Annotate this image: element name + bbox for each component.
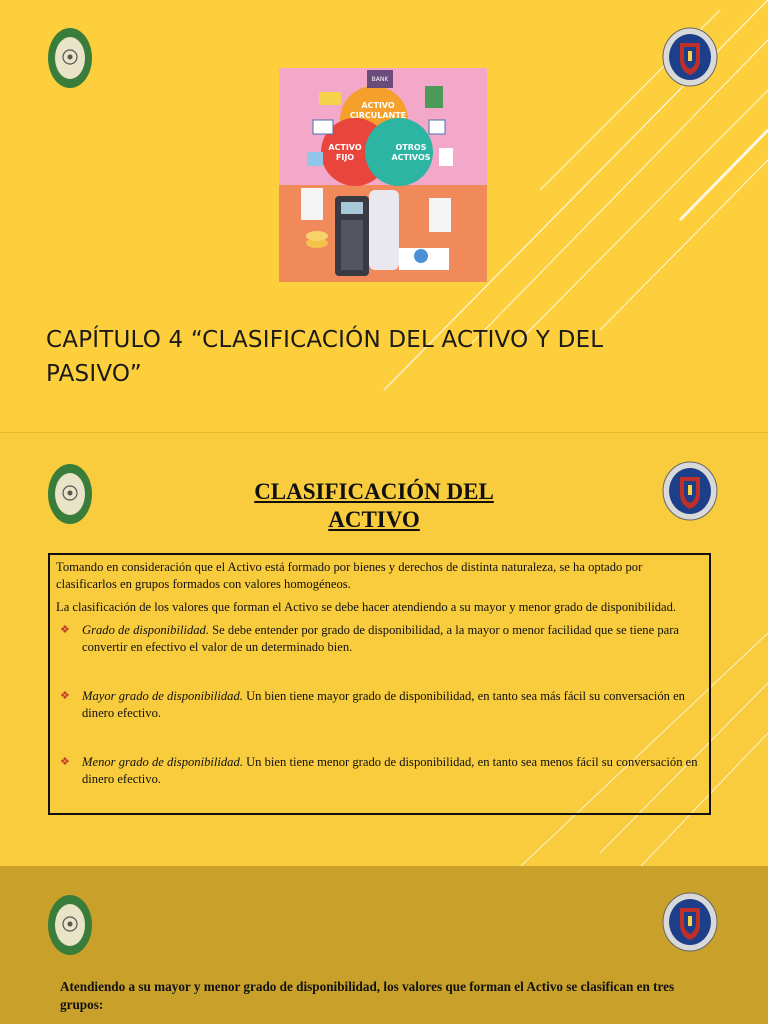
school-seal-icon [47, 463, 93, 525]
bullet-term-2: Mayor grado de disponibilidad. [82, 689, 243, 703]
bullet-term-3: Menor grado de disponibilidad. [82, 755, 243, 769]
bank-label: BANK [371, 76, 389, 83]
chapter-title [46, 323, 686, 391]
school-seal-icon [47, 894, 93, 956]
section-title-line-2: ACTIVO [328, 507, 420, 532]
bullet-item-1 [60, 622, 703, 656]
paragraph-1: Tomando en consideración que el Activo está formado por bienes y derechos de distinta naturaleza, se ha optado por clasificarlos en grupos formados con valores homogéneos. [56, 560, 643, 591]
bullet-item-3 [60, 754, 703, 788]
bullet-item-2 [60, 688, 703, 722]
section-title-line-1: CLASIFICACIÓN DEL [254, 479, 494, 504]
label-activo-fijo-2: FIJO [335, 153, 355, 162]
university-crest-icon [662, 892, 718, 952]
hero-illustration [279, 68, 487, 282]
label-otros-activos-2: ACTIVOS [391, 153, 431, 162]
paragraph-2: La clasificación de los valores que forman el Activo se debe hacer atendiendo a su mayor y menor grado de disponibilidad. [56, 600, 677, 614]
diamond-bullet-icon: ❖ [60, 624, 70, 636]
chapter-title-line-1: CAPÍTULO 4 “CLASIFICACIÓN DEL ACTIVO Y DEL [46, 327, 604, 353]
section-title [200, 478, 548, 534]
university-crest-icon [662, 461, 718, 521]
bullet-text-2: Un bien tiene mayor grado de disponibilidad, en tanto sea más fácil su conversación en dinero efectivo. [82, 689, 685, 720]
groups-intro-text: Atendiendo a su mayor y menor grado de disponibilidad, los valores que forman el Activo se clasifican en tres grupos: [60, 979, 675, 1012]
chapter-title-line-2: PASIVO” [46, 361, 142, 387]
school-seal-icon [47, 27, 93, 89]
diamond-bullet-icon: ❖ [60, 756, 70, 768]
content-textbox [48, 553, 711, 815]
label-otros-activos-1: OTROS [395, 143, 427, 152]
bullet-text-1: Se debe entender por grado de disponibilidad, a la mayor o menor facilidad que se tiene para convertir en efectivo el valor de un determinado bien. [82, 623, 679, 654]
bullet-text-3: Un bien tiene menor grado de disponibilidad, en tanto sea menos fácil su conversación en dinero efectivo. [82, 755, 698, 786]
university-crest-icon [662, 27, 718, 87]
slide-title [0, 0, 768, 432]
label-activo-circulante-2: CIRCULANTE [349, 111, 407, 120]
label-activo-fijo-1: ACTIVO [328, 143, 362, 152]
diamond-bullet-icon: ❖ [60, 690, 70, 702]
bullet-term-1: Grado de disponibilidad. [82, 623, 209, 637]
label-activo-circulante-1: ACTIVO [361, 101, 395, 110]
